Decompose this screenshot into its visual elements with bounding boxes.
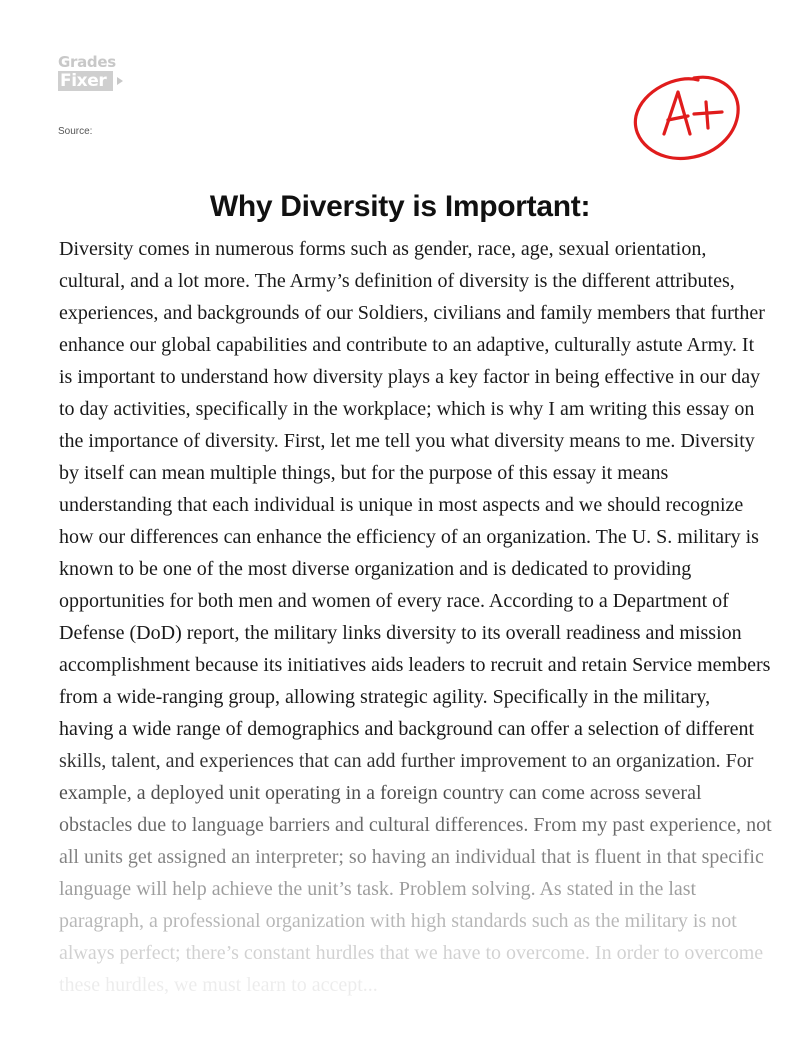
essay-line: always perfect; there’s constant hurdles that we have to overcome. In order to overcome	[59, 942, 764, 964]
essay-line: Defense (DoD) report, the military links diversity to its overall readiness and mission	[59, 622, 742, 644]
logo-grades-text: Grades	[58, 53, 116, 71]
essay-line: cultural, and a lot more. The Army’s definition of diversity is the different attributes,	[59, 270, 735, 292]
essay-line: language will help achieve the unit’s task. Problem solving. As stated in the last	[59, 878, 697, 900]
essay-line: having a wide range of demographics and background can offer a selection of different	[59, 718, 755, 740]
logo-fixer-row	[58, 71, 123, 91]
essay-line: experiences, and backgrounds of our Soldiers, civilians and family members that further	[59, 302, 765, 324]
essay-line: how our differences can enhance the efficiency of an organization. The U. S. military is	[59, 526, 759, 548]
essay-line: these hurdles, we must learn to accept...	[59, 974, 378, 996]
essay-title: Why Diversity is Important:	[209, 190, 591, 223]
essay-line: Diversity comes in numerous forms such as gender, race, age, sexual orientation,	[59, 238, 707, 260]
essay-line: the importance of diversity. First, let me tell you what diversity means to me. Diversity	[59, 430, 755, 452]
essay-line: known to be one of the most diverse organization and is dedicated to providing	[59, 558, 692, 580]
essay-line: skills, talent, and experiences that can add further improvement to an organization. For	[59, 750, 754, 772]
essay-line: from a wide-ranging group, allowing strategic agility. Specifically in the military,	[59, 686, 711, 708]
essay-line: opportunities for both men and women of every race. According to a Department of	[59, 590, 729, 612]
essay-line: obstacles due to language barriers and cultural differences. From my past experience, not	[59, 814, 772, 836]
essay-line: paragraph, a professional organization with high standards such as the military is not	[59, 910, 737, 932]
essay-line: accomplishment because its initiatives aids leaders to recruit and retain Service members	[59, 654, 771, 676]
essay-line: enhance our global capabilities and contribute to an adaptive, culturally astute Army. It	[59, 334, 755, 356]
essay-line: example, a deployed unit operating in a foreign country can come across several	[59, 782, 702, 804]
logo-arrow-icon	[117, 77, 123, 85]
gradesfixer-logo[interactable]	[58, 54, 123, 91]
source-label: Source:	[58, 126, 93, 137]
a-plus-grade-icon	[628, 68, 748, 168]
essay-line: is important to understand how diversity plays a key factor in being effective in our day	[59, 366, 761, 388]
essay-line: all units get assigned an interpreter; so having an individual that is fluent in that specific	[59, 846, 764, 868]
essay-line: understanding that each individual is unique in most aspects and we should recognize	[59, 494, 744, 516]
essay-line: by itself can mean multiple things, but for the purpose of this essay it means	[59, 462, 669, 484]
logo-fixer-text: Fixer	[58, 71, 113, 91]
essay-line: to day activities, specifically in the workplace; which is why I am writing this essay on	[59, 398, 755, 420]
essay-body	[59, 233, 772, 1001]
